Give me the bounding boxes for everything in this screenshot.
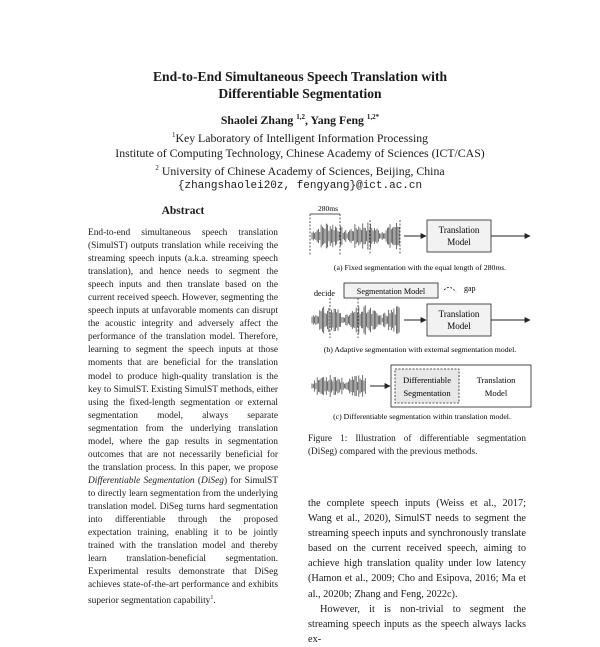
affiliation-2 (0, 161, 600, 179)
author-2-sup: 1,2* (366, 113, 380, 121)
body-right-column (308, 496, 526, 647)
panel-a-duration-label: 280ms (318, 204, 339, 213)
abstract-text-3: ) for SimulST to directly learn segmentation from the underlying translation model. DiSeg turns hard segmentation into differentiable through the proposed expectation training, enabling it to be jointly trained with the translation model and thereby learn translation-beneficial segmentation. Experimental results demonstrate that DiSeg achieves state-of-the-art performance and exhibits superior segmentation capability (88, 475, 278, 607)
panel-a-model-line-2: Model (447, 237, 471, 247)
author-email: {zhangshaolei20z, fengyang}@ict.ac.cn (177, 179, 423, 192)
panel-c-model-line-1: Translation (476, 375, 516, 385)
abstract-text-end: . (213, 596, 216, 607)
panel-b-waveform (312, 305, 399, 334)
panel-c-seg-line-1: Differentiable (402, 375, 452, 385)
figure-1 (300, 200, 540, 425)
panel-b-decide-label: decide (314, 289, 335, 298)
author-names (0, 110, 600, 128)
panel-a (310, 204, 530, 272)
panel-a-caption-end: . (504, 263, 507, 272)
abstract-emph-1: Differentiable Segmentation (88, 475, 195, 486)
aff-2-text: University of Chinese Academy of Sciences, Beijing, China (161, 163, 445, 178)
abstract-text-2: ( (194, 475, 202, 486)
abstract-text-1: End-to-end simultaneous speech translation (SimulST) outputs translation while receiving the streaming speech inputs (a.k.a. streaming speech translation), and hence needs to segment the speech inputs and then translate based on the current received speech. However, segmenting the speech inputs at unfavorable moments can disrupt the acoustic integrity and adversely affect the performance of the translation model. Therefore, learning to segment the speech inputs at those moments that are beneficial for the translation model to produce high-quality translation is the key to SimulST. Existing SimulST methods, either using the fixed-length segmentation or external segmentation model, always separate segmentation from the underlying translation model, where the gap results in segmentation outcomes that are not necessarily beneficial for the translation process. In this paper, we propose (88, 228, 278, 473)
paper-title (0, 68, 600, 102)
footnote-mark: 1 (210, 595, 214, 602)
abstract-body (88, 227, 278, 608)
panel-b-caption: (b) Adaptive segmentation with external segmentation model. (323, 345, 517, 354)
aff-1-line-1: Key Laboratory of Intelligent Information Processing (175, 130, 429, 145)
affiliation-1 (0, 128, 600, 146)
panel-a-caption (334, 263, 506, 272)
panel-a-waveform (312, 222, 399, 249)
panel-b-model-line-2: Model (447, 321, 471, 331)
panel-c (312, 365, 531, 421)
affiliation-1b: Institute of Computing Technology, Chinese Academy of Sciences (ICT/CAS) (115, 145, 485, 160)
body-paragraph-1: the complete speech inputs (Weiss et al., 2017; Wang et al., 2020), SimulST needs to segment the streaming speech inputs and synchronously translate based on the current received speech, aiming to achieve high translation quality under low latency (Hamon et al., 2009; Cho and Esipova, 2016; Ma et al., 2020b; Zhang and Feng, 2022c). (308, 498, 526, 600)
panel-b-gap-label: gap (464, 284, 476, 293)
panel-a-model-line-1: Translation (438, 225, 480, 235)
panel-b-model-line-1: Translation (438, 309, 480, 319)
author-1-sup: 1,2 (296, 113, 306, 121)
abstract-emph-2: DiSeg (201, 475, 224, 486)
aff-1-sup: 1 (171, 130, 176, 139)
abstract-heading: Abstract (161, 205, 205, 217)
panel-c-model-line-2: Model (484, 388, 508, 398)
body-paragraph-2: However, it is non-trivial to segment the streaming speech inputs as the speech always lacks ex- (308, 603, 526, 645)
panel-c-seg-line-2: Segmentation (403, 388, 451, 398)
panel-a-caption-unit: ms (495, 263, 505, 272)
panel-a-caption-text: (a) Fixed segmentation with the equal length of 280 (333, 263, 496, 272)
panel-c-waveform (312, 375, 365, 397)
author-1: Shaolei Zhang (220, 112, 294, 127)
title-line-1: End-to-End Simultaneous Speech Translation with (152, 69, 448, 84)
aff-2-sup: 2 (155, 163, 159, 172)
author-2: Yang Feng (310, 112, 364, 127)
panel-b-gap-arrow (444, 287, 456, 292)
panel-c-caption: (c) Differentiable segmentation within translation model. (333, 412, 511, 421)
author-sep: , (305, 112, 311, 127)
author-block (0, 110, 600, 194)
figure-caption: Figure 1: Illustration of differentiable segmentation (DiSeg) compared with the previous methods. (308, 433, 526, 456)
panel-b (312, 283, 530, 354)
title-line-2: Differentiable Segmentation (218, 86, 382, 101)
panel-b-segmentation-model-label: Segmentation Model (356, 287, 426, 296)
